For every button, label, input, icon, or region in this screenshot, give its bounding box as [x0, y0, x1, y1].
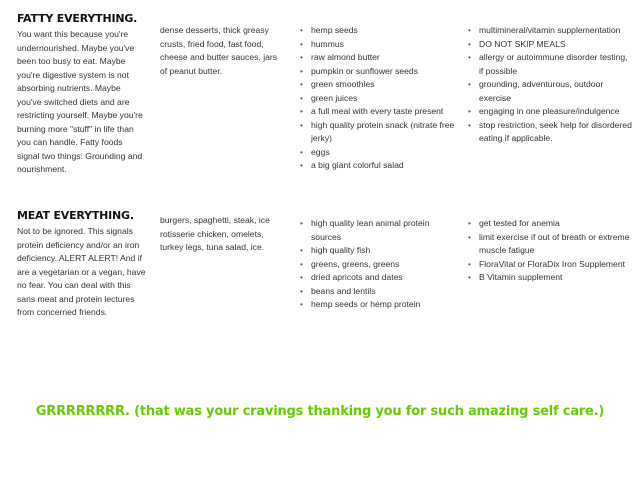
fatty-actions-list — [468, 24, 634, 146]
list-item: • pumpkin or sunflower seeds — [300, 65, 460, 79]
list-item: • green juices — [300, 92, 460, 106]
list-item: • greens, greens, greens — [300, 258, 460, 272]
list-item: • hummus — [300, 38, 460, 52]
list-item: • eggs — [300, 146, 460, 160]
list-item: • green smoothies — [300, 78, 460, 92]
list-item: • FloraVital or FloraDix Iron Supplement — [468, 258, 634, 272]
list-item: • DO NOT SKIP MEALS — [468, 38, 634, 52]
list-item: • get tested for anemia — [468, 217, 634, 231]
meat-description: Not to be ignored. This signals protein deficiency and/or an iron deficiency. ALERT ALERT! And if are a vegetarian or a vegan, have no fear. You can deal with this sans meat and protein lectures from concerned friends. — [17, 226, 146, 317]
meat-cravings: burgers, spaghetti, steak, ice rotisserie chicken, omelets, turkey legs, tuna salad, ice. — [160, 215, 270, 252]
list-item: • high quality fish — [300, 244, 460, 258]
meat-description-column — [17, 209, 147, 320]
list-item: • dried apricots and dates — [300, 271, 460, 285]
list-item: • hemp seeds or hemp protein — [300, 298, 460, 312]
list-item: • engaging in one pleasure/indulgence — [468, 105, 634, 119]
fatty-cravings: dense desserts, thick greasy crusts, fried food, fast food, cheese and butter sauces, jars of peanut butter. — [160, 25, 278, 76]
fatty-description-column — [17, 12, 147, 177]
meat-eat-instead-list — [300, 217, 460, 312]
list-item: • stop restriction, seek help for disordered eating if applicable. — [468, 119, 634, 146]
list-item: • hemp seeds — [300, 24, 460, 38]
fatty-title: FATTY EVERYTHING. — [17, 12, 138, 25]
list-item: • a full meal with every taste present — [300, 105, 460, 119]
footer-message: GRRRRRRRR. (that was your cravings thanking you for such amazing self care.) — [35, 404, 605, 419]
fatty-eat-instead-list — [300, 24, 460, 173]
list-item: • grounding, adventurous, outdoor exercise — [468, 78, 634, 105]
list-item: • allergy or autoimmune disorder testing, if possible — [468, 51, 634, 78]
list-item: • beans and lentils — [300, 285, 460, 299]
list-item: • multimineral/vitamin supplementation — [468, 24, 634, 38]
meat-title: MEAT EVERYTHING. — [17, 209, 134, 222]
list-item: • a big giant colorful salad — [300, 159, 460, 173]
list-item: • raw almond butter — [300, 51, 460, 65]
list-item: • high quality lean animal protein sources — [300, 217, 460, 244]
meat-actions-list — [468, 217, 634, 285]
list-item: • high quality protein snack (nitrate free jerky) — [300, 119, 460, 146]
list-item: • B Vitamin supplement — [468, 271, 634, 285]
fatty-description: You want this because you're undernourished. Maybe you've been too busy to eat. Maybe you're digestive system is not absorbing nutrients. Maybe you've switched diets and are restricting yourself. Maybe you're burning more "stuff" in life than you can handle. Fatty foods signal two things: Grounding and nourishment. — [17, 29, 143, 174]
list-item: • limit exercise if out of breath or extreme muscle fatigue — [468, 231, 634, 258]
